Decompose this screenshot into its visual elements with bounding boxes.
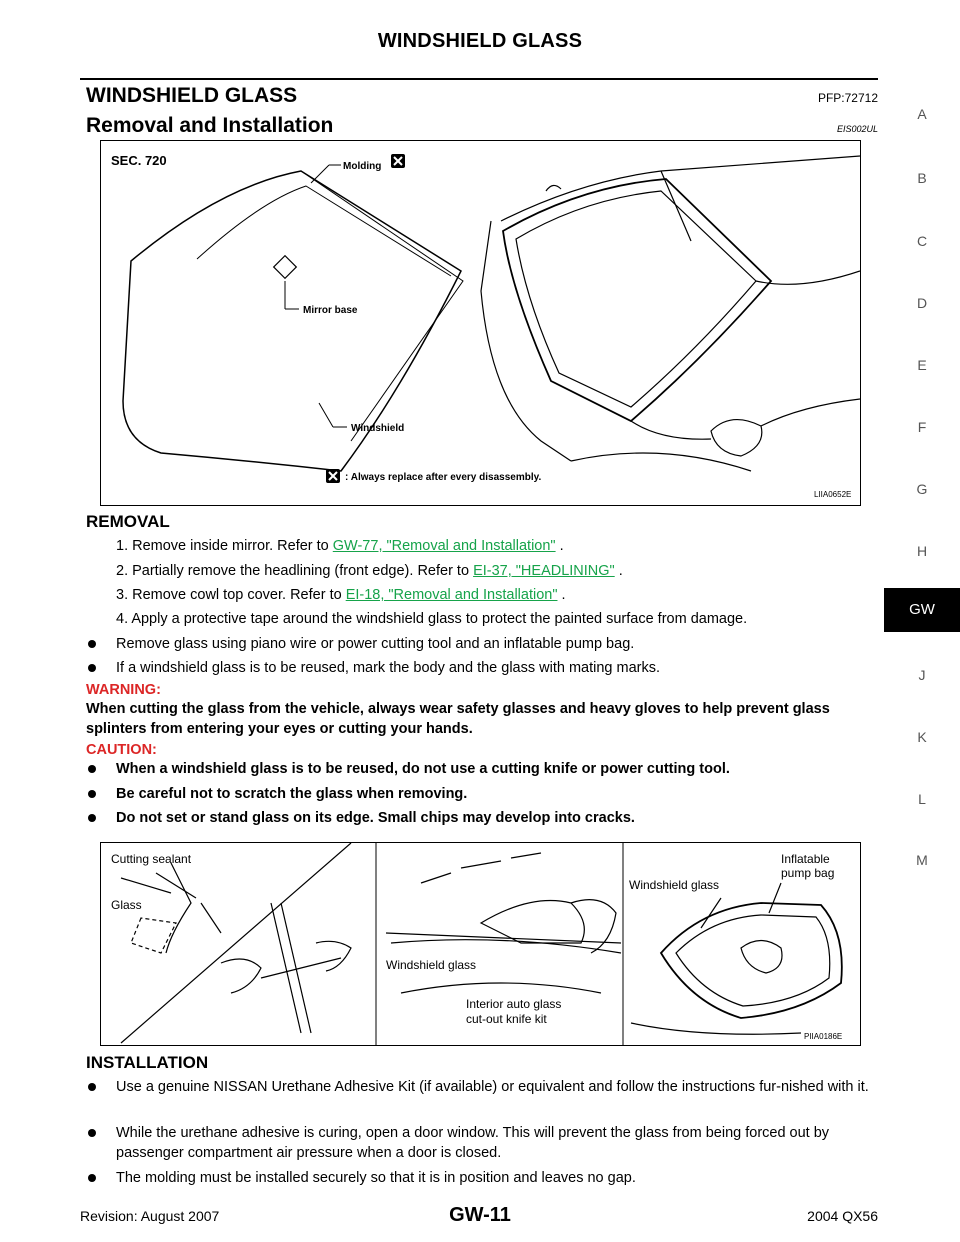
bullet-dot <box>88 790 96 798</box>
step-3-text: 3. Remove cowl top cover. Refer to <box>116 587 346 603</box>
bullet-dot <box>88 1129 96 1137</box>
molding-leader <box>311 165 329 183</box>
installation-heading: INSTALLATION <box>86 1053 209 1072</box>
warning-label: WARNING: <box>86 682 161 698</box>
windshield-label: Windshield <box>351 423 405 434</box>
removal-bullet-2-text: If a windshield glass is to be reused, mark the body and the glass with mating marks. <box>116 660 661 676</box>
installation-1-text: Use a genuine NISSAN Urethane Adhesive Kit (if available) or equivalent and follow the instructions fur-nished with it. <box>116 1079 869 1095</box>
glass-label: Glass <box>111 898 142 912</box>
panel-2-illustration <box>386 853 621 993</box>
removal-tools-svg <box>101 843 860 1045</box>
side-index-m[interactable]: M <box>916 852 928 868</box>
side-index-k[interactable]: K <box>917 729 927 745</box>
side-index-a[interactable]: A <box>917 106 927 122</box>
installation-3-text: The molding must be installed securely so that it is in position and leaves no gap. <box>116 1170 636 1186</box>
panel-1-illustration <box>121 843 351 1043</box>
installation-2-text: While the urethane adhesive is curing, open a door window. This will prevent the glass from being forced out by passenger compartment air pressure when a door is closed. <box>116 1125 830 1161</box>
removal-step-4: 4. Apply a protective tape around the windshield glass to protect the painted surface from damage. <box>116 611 748 627</box>
pump-bag-label-2: pump bag <box>781 866 835 880</box>
removal-tools-diagram <box>100 842 861 1046</box>
side-index-l[interactable]: L <box>918 791 926 807</box>
side-index-c[interactable]: C <box>916 233 928 249</box>
warning-text: When cutting the glass from the vehicle, always wear safety glasses and heavy gloves to help prevent glass splinters from entering your eyes or cutting your hands. <box>86 701 830 737</box>
windshield-glass-label-1: Windshield glass <box>386 958 477 972</box>
windshield-leader <box>319 403 333 427</box>
step-2-end: . <box>614 563 623 579</box>
bullet-dot <box>88 640 96 648</box>
molding-label: Molding <box>343 161 382 172</box>
side-index-f[interactable]: F <box>917 419 927 435</box>
side-index-j[interactable]: J <box>918 667 926 683</box>
caution-1-text: When a windshield glass is to be reused, do not use a cutting knife or power cutting tool. <box>116 761 730 777</box>
footer-page-number: GW-11 <box>449 1204 511 1226</box>
knife-kit-label-1: Interior auto glass <box>466 997 562 1011</box>
step-2-link[interactable]: EI-37, "HEADLINING" <box>473 563 615 579</box>
side-index-gw[interactable]: GW <box>884 588 960 632</box>
step-1-end: . <box>555 538 564 554</box>
caution-2-text: Be careful not to scratch the glass when removing. <box>116 786 468 802</box>
side-index-g[interactable]: G <box>916 481 928 497</box>
installation-bullet-2 <box>86 1123 878 1163</box>
removal-step-2 <box>116 563 623 579</box>
removal-heading: REMOVAL <box>86 512 170 531</box>
step-3-end: . <box>557 587 566 603</box>
step-2-text: 2. Partially remove the headlining (front edge). Refer to <box>116 563 474 579</box>
figure1-code: LIIA0652E <box>814 490 852 499</box>
molding-strip <box>197 186 451 276</box>
knife-kit-label-2: cut-out knife kit <box>466 1012 547 1026</box>
figure2-code: PIIA0186E <box>804 1032 843 1041</box>
bullet-dot <box>88 814 96 822</box>
footer-model: 2004 QX56 <box>807 1208 878 1224</box>
subsection-title: Removal and Installation <box>86 114 334 137</box>
pfp-code: PFP:72712 <box>817 91 878 105</box>
legend-text: : Always replace after every disassembly. <box>345 472 542 483</box>
pump-bag-label-1: Inflatable <box>781 852 830 866</box>
windshield-outline <box>123 171 461 471</box>
step-1-text: 1. Remove inside mirror. Refer to <box>116 538 333 554</box>
windshield-diagram <box>100 140 861 506</box>
bullet-dot <box>88 765 96 773</box>
legend-replace-icon <box>326 469 340 483</box>
removal-step-1 <box>116 538 564 554</box>
replace-icon <box>391 154 405 168</box>
side-index-h[interactable]: H <box>916 543 928 559</box>
panel-3-illustration <box>631 883 842 1034</box>
sec-label: SEC. 720 <box>111 153 167 168</box>
footer-revision: Revision: August 2007 <box>80 1208 220 1224</box>
removal-step-3 <box>116 587 566 603</box>
cutting-sealant-label: Cutting sealant <box>111 852 192 866</box>
side-index-b[interactable]: B <box>917 170 927 186</box>
bullet-dot <box>88 1174 96 1182</box>
mirror-base-shape <box>274 256 297 279</box>
caution-label: CAUTION: <box>86 742 157 758</box>
step-1-link[interactable]: GW-77, "Removal and Installation" <box>332 538 556 554</box>
bullet-dot <box>88 1083 96 1091</box>
side-index-d[interactable]: D <box>916 295 928 311</box>
windshield-diagram-svg <box>101 141 860 505</box>
section-title: WINDSHIELD GLASS <box>86 84 298 107</box>
side-index-e[interactable]: E <box>917 357 927 373</box>
header-divider <box>80 78 878 80</box>
mirror-base-label: Mirror base <box>303 305 358 316</box>
bullet-dot <box>88 664 96 672</box>
vehicle-illustration <box>481 156 860 471</box>
step-3-link[interactable]: EI-18, "Removal and Installation" <box>345 587 558 603</box>
windshield-glass-label-2: Windshield glass <box>629 878 720 892</box>
page-header-title: WINDSHIELD GLASS <box>377 30 583 52</box>
eis-code: EIS002UL <box>836 124 878 134</box>
installation-bullet-1 <box>86 1077 878 1117</box>
caution-3-text: Do not set or stand glass on its edge. Small chips may develop into cracks. <box>116 810 635 826</box>
removal-bullet-1-text: Remove glass using piano wire or power cutting tool and an inflatable pump bag. <box>116 636 635 652</box>
